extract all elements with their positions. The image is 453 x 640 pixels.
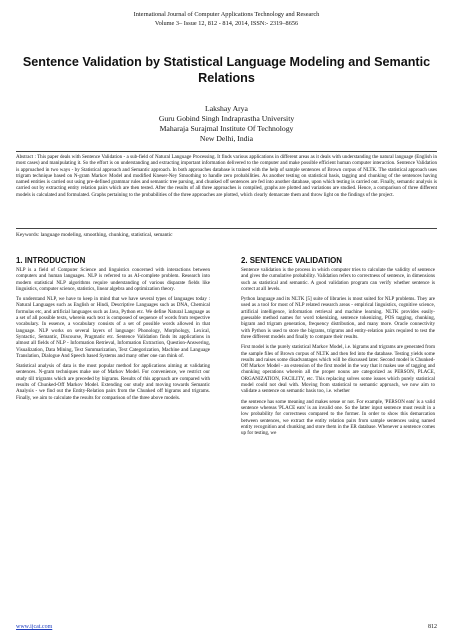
- author-affiliation-institute: Maharaja Surajmal Institute Of Technology: [159, 124, 294, 133]
- paragraph: First model is the purely statistical Markov Model, i.e. bigrams and trigrams are generated from the sample files of Brown corpus of NLTK and then fed into the database. Testing yields some results and raises some disadvantages which will be discussed later. Second model is Chunked-Off Markov Model - an extension of the first model in the way that it makes use of tagging and chunking operations wherein all the proper nouns are categorized as PERSON, PLACE, ORGANIZATION, FACILITY, etc. This replacing solves some issues which purely statistical model could not deal with. Moving from statistical to semantic approach, we now aim to validate a sentence on semantic basis too, i.e. whether: [241, 344, 435, 395]
- journal-name: International Journal of Computer Applications Technology and Research: [133, 11, 320, 18]
- paragraph: Python language and its NLTK [5] suite of libraries is most suited for NLP problems. They are used as a tool for most of NLP related research areas - empirical linguistics, cognitive science, artificial intelligence, information retrieval and machine learning. NLTK provides easily-guessable method names for word tokenizing, sentence tokenizing, POS tagging, chunking, bigram and trigram generation, frequency distribution, and many more. Oracle connectivity with Python is used to store the bigrams, trigrams and entity-relation pairs required to test the three different models and finally to compare their results.: [241, 296, 435, 340]
- author-block: [0, 104, 453, 144]
- author-location: New Delhi, India: [199, 134, 254, 143]
- section-heading-sentence-validation: 2. SENTENCE VALIDATION: [241, 256, 342, 265]
- journal-volume: Volume 3– Issue 12, 812 - 814, 2014, ISSN:- 2319–8656: [154, 19, 299, 27]
- paragraph: the sentence has some meaning and makes sense or not. For example, 'PERSON eats' is a valid sentence whereas 'PLACE eats' is an invalid one. So the latter input sentence must result in a low probability for correctness compared to the former. In order to show this demarcation between sentences, we extract the entity relation pairs from sample sentences using named entity recognition and chunking and store them in the ER database. Whenever a sentence comes up for testing, we: [241, 398, 435, 437]
- keywords: Keywords: language modeling, smoothing, chunking, statistical, semantic: [16, 232, 173, 238]
- paragraph: To understand NLP, we have to keep in mind that we have several types of languages today : Natural Languages such as English or Hindi, Descriptive Languages such as DNA, Chemical formulas etc, and artificial languages such as Java, Python etc. We define Natural Language as a set of all possible texts, wherein each text is composed of sequence of words from respective vocabulary. In essence, a vocabulary consists of a set of possible words allowed in that language. NLP works on several layers of language: Phonology, Morphology, Lexical, Syntactic, Semantic, Discourse, Pragmatic etc. Sentence Validation finds its applications in almost all fields of NLP - Information Retrieval, Information Extraction, Question-Answering, Visualization, Data Mining, Text Summarization, Text Categorization, Machine and Language Translation, Dialogue And Speech based Systems and many other one can think of.: [16, 296, 210, 359]
- footer-website-link[interactable]: www.ijcat.com: [16, 624, 53, 630]
- section-heading-introduction: 1. INTRODUCTION: [16, 256, 86, 265]
- paragraph: NLP is a field of Computer Science and linguistics concerned with interactions between computers and human languages. NLP is referred to as AI-complete problem. Research into modern statistical NLP algorithms require understanding of various disparate fields like linguistics, computer science, statistics, linear algebra and optimization theory.: [16, 267, 210, 292]
- abstract-text: Abstract : This paper deals with Sentence Validation - a sub-field of Natural Language Processing. It finds various applications in different areas as it deals with understanding the natural language (English in most cases) and manipulating it. So the effort is on understanding and extracting important information delivered to the computer and make possible efficient human computer interaction. Sentence Validation is approached in two ways - by Statistical approach and Semantic approach. In both approaches database is trained with the help of sample sentences of Brown corpus of NLTK. The statistical approach uses trigram technique based on N-gram Markov Model and modified Kneser-Ney Smoothing to handle zero probabilities. As another testing on statistical basis, tagging and chunking of the sentences having named entities is carried out using pre-defined grammar rules and semantic tree parsing, and chunked off sentences are fed into another database, upon which testing is carried out. Finally, semantic analysis is carried out by extracting entity relation pairs which are then tested. After the results of all three approaches is compiled, graphs are plotted and variations are studied. Hence, a comparison of three different models is calculated and formulated. Graphs pertaining to the probabilities of the three approaches are plotted, which clearly demarcate them and throw light on the findings of the project.: [16, 154, 437, 198]
- paragraph: Sentence validation is the process in which computer tries to calculate the validity of sentence and gives the cumulative probability. Validation refers to correctness of sentence, in dimensions such as statistical and semantic. A good validation program can verify whether sentence is correct at all levels.: [241, 267, 435, 292]
- right-column: [241, 256, 435, 440]
- footer-page-number: 812: [428, 624, 437, 630]
- paragraph: Statistical analysis of data is the most popular method for applications aiming at validating sentences. N-gram techniques make use of Markov Model. For convenience, we restrict our study till trigrams which are preceded by bigrams. Results of this approach are compared with results of Chunked-Off Markov Model. Extending our study and moving towards Semantic Analysis - we find out the Entity-Relation pairs from the Chunked off bigrams and trigrams. Finally, we aim to calculate the results for comparison of the three above models.: [16, 363, 210, 401]
- left-column: [16, 256, 210, 405]
- abstract-box: [16, 151, 437, 229]
- journal-header: [0, 11, 453, 28]
- author-affiliation-university: Guru Gobind Singh Indraprastha University: [158, 114, 295, 123]
- author-name: Lakshay Arya: [205, 104, 248, 113]
- paper-title: Sentence Validation by Statistical Language Modeling and Semantic Relations: [22, 55, 431, 85]
